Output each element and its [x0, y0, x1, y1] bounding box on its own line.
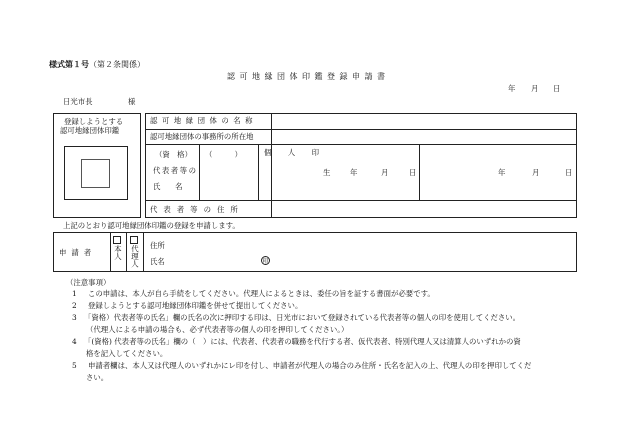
note-3-text: 「資格）代表者等の氏名」欄の氏名の次に押印する印は、日光市において登録されている代表者等の個人の印を使用してください。	[84, 313, 521, 322]
notes-header: （注意事項）	[66, 278, 111, 287]
birth-month: 月	[381, 168, 389, 177]
row-divider	[145, 144, 577, 145]
agent-label: 代理人	[130, 245, 140, 268]
office-address-label: 認可地縁団体の事務所の所在地	[150, 132, 254, 141]
right-month: 月	[532, 168, 540, 177]
seal-impression-inner	[81, 159, 110, 188]
agent-checkbox[interactable]	[130, 236, 138, 244]
representative-name-label: 代表者等の	[153, 166, 198, 175]
date-day: 日	[553, 84, 561, 93]
principal-checkbox[interactable]	[113, 236, 121, 244]
qualification-label: （資 格）	[155, 150, 192, 159]
representative-name-field[interactable]	[200, 160, 258, 199]
birth-year: 年	[350, 168, 358, 177]
note-2-text: 登録しようとする認可地縁団体印鑑を併せて提出してください。	[88, 301, 303, 310]
qualification-paren: （ ）	[205, 150, 242, 159]
name-label: 氏 名	[153, 182, 183, 191]
col-divider	[126, 232, 127, 272]
note-1-number: 1	[72, 289, 77, 298]
note-1-text: この申請は、本人が自ら手続をしてください。代理人によるときは、委任の旨を証する書面が必要です。	[88, 289, 435, 298]
page-title: 認可地縁団体印鑑登録申請書	[227, 72, 390, 81]
form-header	[49, 60, 145, 70]
note-3-number: 3	[72, 313, 77, 322]
representative-address-label: 代表者等の住所	[150, 205, 244, 214]
date-month: 月	[531, 84, 539, 93]
col-divider	[419, 144, 420, 200]
right-day: 日	[565, 168, 573, 177]
note-4-number: 4	[72, 337, 77, 346]
note-5-text-cont: さい。	[86, 373, 109, 382]
note-5-text: 申請者欄は、本人又は代理人のいずれかにレ印を付し、申請者が代理人の場合のみ住所・氏名を記入の上、代理人の印を押印してくだ	[88, 361, 532, 370]
principal-label: 本人	[113, 245, 123, 260]
addressee-name: 日光市長	[63, 97, 93, 106]
note-4-text: 「(資格) 代表者等の氏名」欄の（ ）には、代表者、代表者の職務を代行する者、仮代表者、特別代理人又は清算人のいずれかの資	[84, 337, 521, 346]
seal-box-label-line1: 登録しようとする	[64, 117, 124, 126]
note-3-text-cont: （代理人による申請の場合も、必ず代表者等の個人の印を押印してください。）	[86, 325, 349, 334]
form-basis: （第２条関係）	[89, 60, 145, 69]
applicant-address-field[interactable]	[168, 237, 568, 249]
representative-address-field[interactable]	[272, 201, 576, 217]
applicant-label: 申請者	[59, 248, 97, 257]
org-name-field[interactable]	[272, 114, 576, 129]
form-number: 様式第１号	[49, 60, 89, 69]
right-year: 年	[498, 168, 506, 177]
personal-seal-area[interactable]	[259, 158, 319, 199]
addressee-honorific: 様	[128, 97, 136, 106]
col-divider	[143, 232, 144, 272]
agent-seal-mark: 印	[262, 258, 269, 265]
note-5-number: 5	[72, 361, 77, 370]
col-divider	[110, 232, 111, 272]
office-address-field[interactable]	[272, 130, 576, 144]
seal-box-label-line2: 認可地縁団体印鑑	[60, 126, 120, 135]
applicant-address-label: 住所	[150, 241, 165, 250]
org-name-label: 認可地縁団体の名称	[150, 116, 258, 125]
date-year: 年	[508, 84, 516, 93]
note-4-text-cont: 格を記入してください。	[86, 349, 168, 358]
personal-seal-label: 個 人 印	[264, 148, 324, 157]
applicant-name-field[interactable]	[168, 253, 254, 266]
birth-day: 日	[409, 168, 417, 177]
applicant-name-label: 氏名	[150, 257, 165, 266]
birth-era: 生	[323, 168, 331, 177]
application-statement: 上記のとおり認可地縁団体印鑑の登録を申請します。	[63, 221, 240, 230]
note-2-number: 2	[72, 301, 77, 310]
